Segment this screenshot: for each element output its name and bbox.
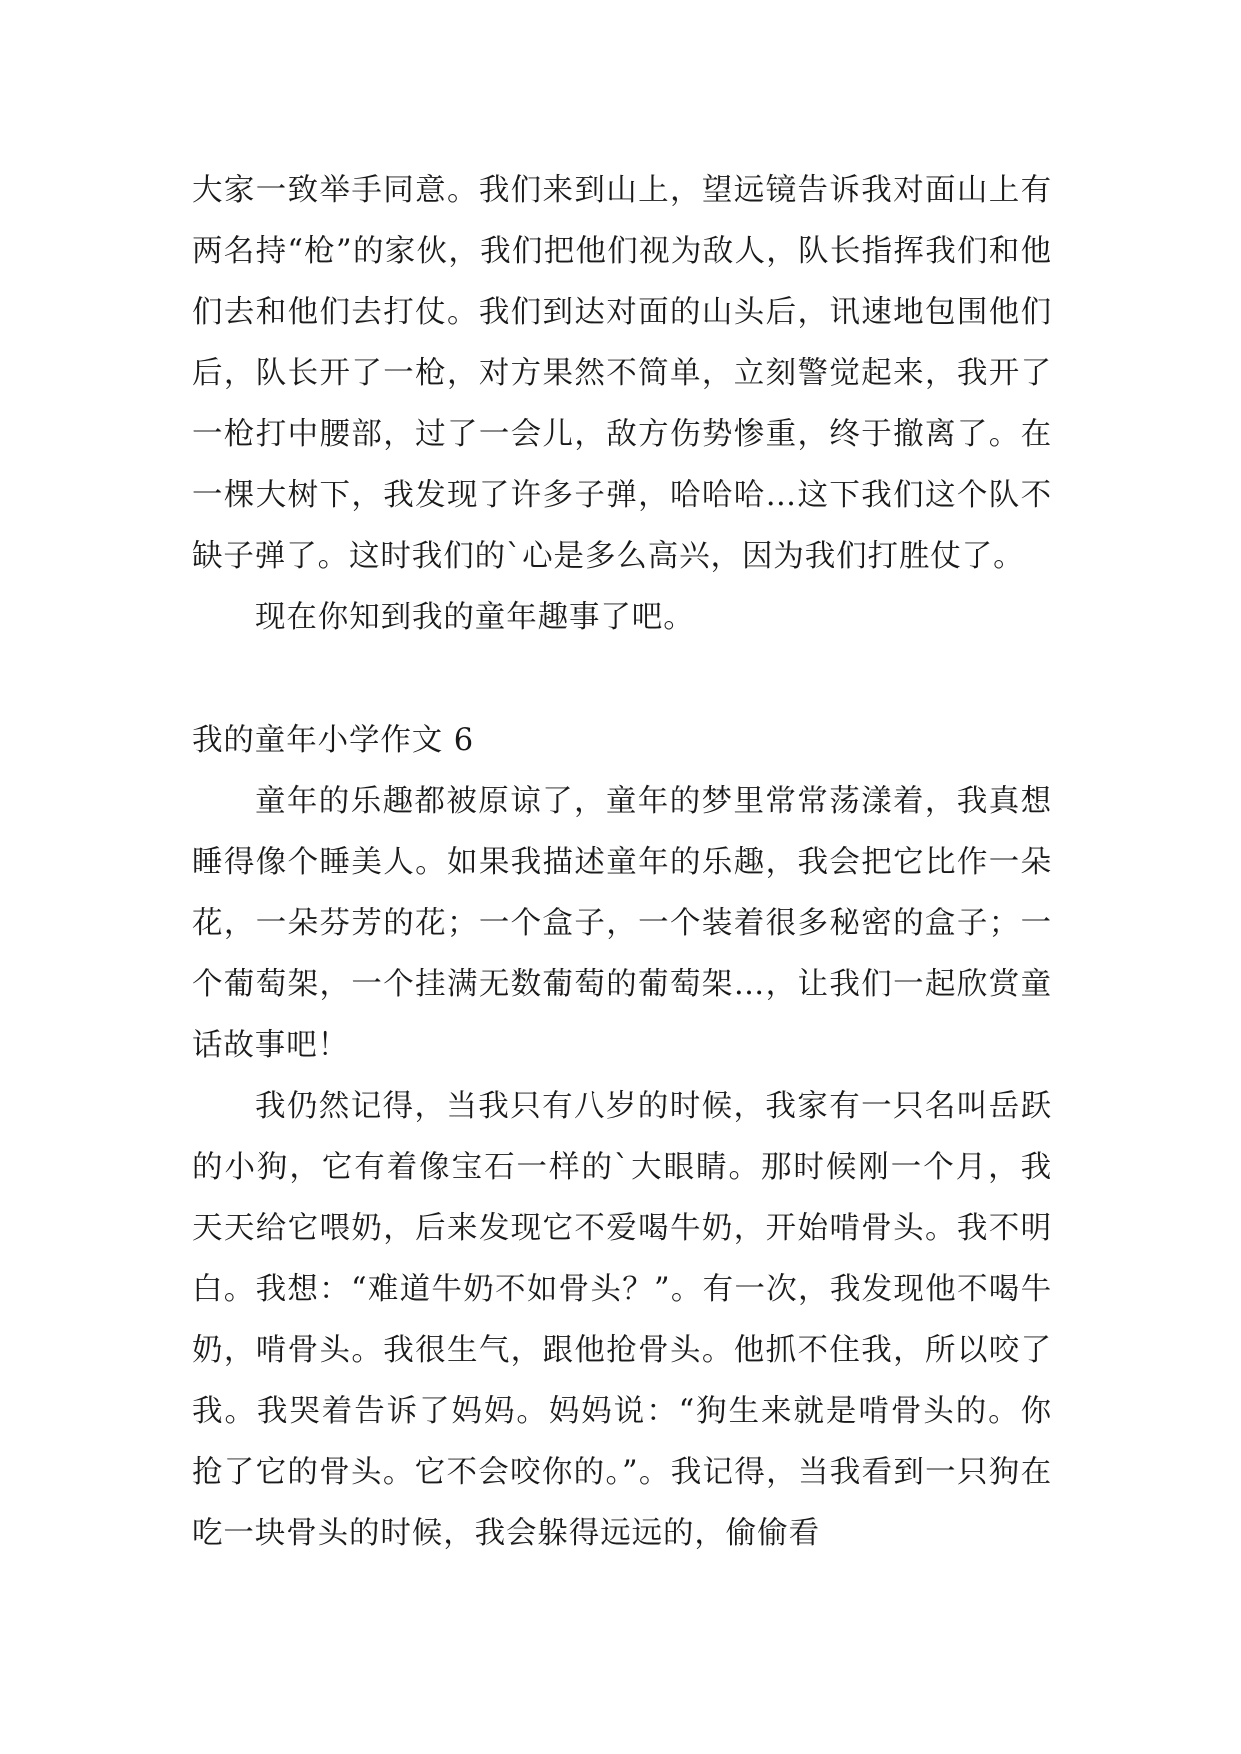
paragraph-continued: 大家一致举手同意。我们来到山上，望远镜告诉我对面山上有两名持“枪”的家伙，我们把他们视为敌人，队长指挥我们和他们去和他们去打仗。我们到达对面的山头后，讯速地包围他们后，队长开了一枪，对方果然不简单，立刻警觉起来，我开了一枪打中腰部，过了一会儿，敌方伤势惨重，终于撤离了。在一棵大树下，我发现了许多子弹，哈哈哈…这下我们这个队不缺子弹了。这时我们的`心是多么高兴，因为我们打胜仗了。	[192, 173, 1052, 574]
paragraph-conclusion: 现在你知到我的童年趣事了吧。	[255, 600, 695, 635]
essay-title: 我的童年小学作文 6	[192, 723, 475, 758]
paragraph-story: 我仍然记得，当我只有八岁的时候，我家有一只名叫岳跃的小狗，它有着像宝石一样的`大眼睛。那时候刚一个月，我天天给它喂奶，后来发现它不爱喝牛奶，开始啃骨头。我不明白。我想：“难道牛奶不如骨头？”。有一次，我发现他不喝牛奶，啃骨头。我很生气，跟他抢骨头。他抓不住我，所以咬了我。我哭着告诉了妈妈。妈妈说：“狗生来就是啃骨头的。你抢了它的骨头。它不会咬你的。”。我记得，当我看到一只狗在吃一块骨头的时候，我会躲得远远的，偷偷看	[192, 1089, 1052, 1551]
document-body	[192, 160, 1052, 1564]
paragraph-intro: 童年的乐趣都被原谅了，童年的梦里常常荡漾着，我真想睡得像个睡美人。如果我描述童年的乐趣，我会把它比作一朵花，一朵芬芳的花；一个盒子，一个装着很多秘密的盒子；一个葡萄架，一个挂满无数葡萄的葡萄架…，让我们一起欣赏童话故事吧！	[192, 784, 1052, 1063]
